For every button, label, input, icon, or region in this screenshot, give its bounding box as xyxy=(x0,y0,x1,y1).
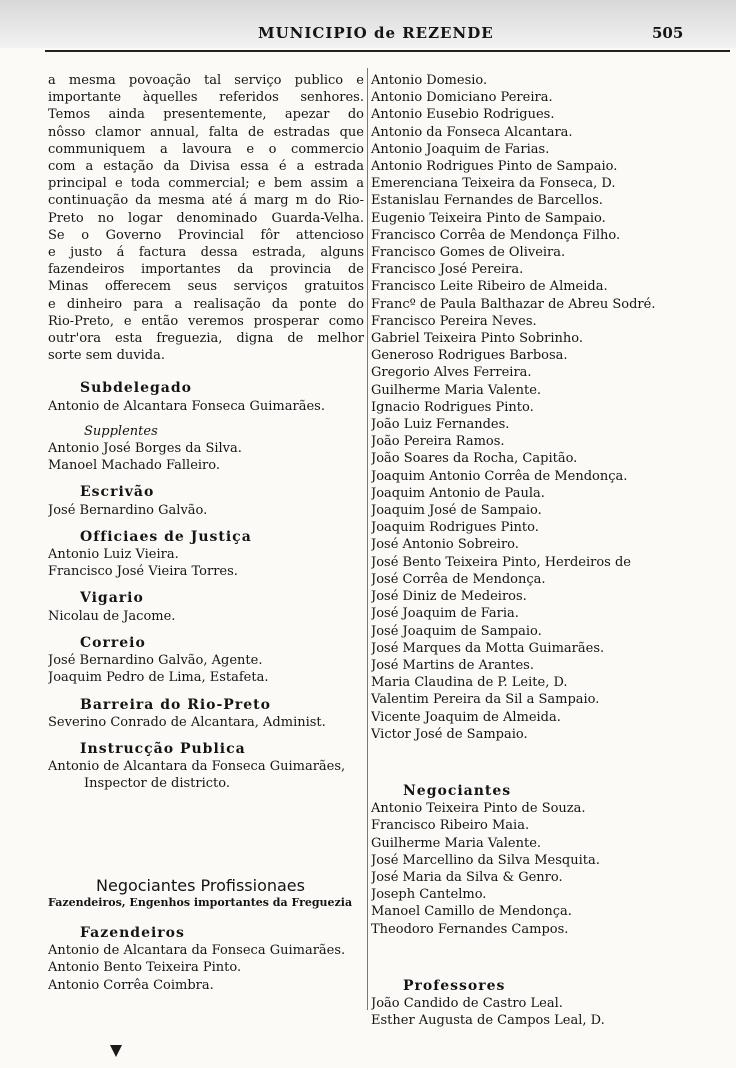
list-item: Antonio Rodrigues Pinto de Sampaio. xyxy=(371,159,618,175)
header-rule xyxy=(45,50,730,52)
list-item: Gregorio Alves Ferreira. xyxy=(371,365,532,381)
left-column xyxy=(48,72,364,994)
heading-correio: Correio xyxy=(80,634,146,651)
paragraph-line: Temos ainda presentemente, apezar do xyxy=(48,107,364,123)
list-item: José Bernardino Galvão. xyxy=(48,502,208,518)
paragraph-line: nôsso clamor annual, falta de estradas que xyxy=(48,124,364,140)
heading-barreira: Barreira do Rio-Preto xyxy=(80,696,271,713)
paragraph-line: e justo á factura dessa estrada, alguns xyxy=(48,245,364,261)
list-item: Francisco José Vieira Torres. xyxy=(48,564,238,580)
right-column xyxy=(371,72,701,1029)
paragraph-line: Se o Governo Provincial fôr attencioso xyxy=(48,227,364,243)
paragraph-line: continuação da mesma até á marg m do Rio- xyxy=(48,193,364,209)
list-item: Manoel Machado Falleiro. xyxy=(48,458,220,474)
heading-subdelegado: Subdelegado xyxy=(80,380,192,397)
heading-instruccao: Instrucção Publica xyxy=(80,740,246,757)
list-item: José Diniz de Medeiros. xyxy=(371,589,527,605)
list-item: Ignacio Rodrigues Pinto. xyxy=(371,399,534,415)
list-item: Francº de Paula Balthazar de Abreu Sodré. xyxy=(371,296,656,312)
list-item: Manoel Camillo de Mendonça. xyxy=(371,904,572,920)
paragraph-line: e dinheiro para a realisação da ponte do xyxy=(48,296,364,312)
list-item: João Pereira Ramos. xyxy=(371,434,505,450)
list-item: João Soares da Rocha, Capitão. xyxy=(371,451,578,467)
heading-professores: Professores xyxy=(403,977,506,994)
heading-vigario: Vigario xyxy=(80,590,144,607)
paragraph-line: principal e toda commercial; e bem assim a xyxy=(48,176,364,192)
list-item: Antonio Corrêa Coimbra. xyxy=(48,977,214,993)
list-item: Joaquim Rodrigues Pinto. xyxy=(371,520,539,536)
heading-negociantes: Negociantes xyxy=(403,782,512,799)
paragraph-line: outr'ora esta freguezia, digna de melhor xyxy=(48,331,364,347)
heading-supplentes: Supplentes xyxy=(84,423,158,439)
list-item: Francisco Leite Ribeiro de Almeida. xyxy=(371,279,608,295)
paragraph-line: a mesma povoação tal serviço publico e xyxy=(48,73,364,88)
list-item: Estanislau Fernandes de Barcellos. xyxy=(371,193,603,209)
list-item: Nicolau de Jacome. xyxy=(48,608,176,624)
list-item: José Marcellino da Silva Mesquita. xyxy=(371,852,600,868)
list-item: Francisco José Pereira. xyxy=(371,262,524,278)
paragraph-line: com a estação da Divisa essa é a estrada xyxy=(48,159,364,175)
list-item: Antonio de Alcantara da Fonseca Guimarães, xyxy=(48,759,346,775)
list-item: Francisco Corrêa de Mendonça Filho. xyxy=(371,227,621,243)
list-item: João Luiz Fernandes. xyxy=(371,417,510,433)
list-item: Valentim Pereira da Sil a Sampaio. xyxy=(371,692,600,708)
list-item: Antonio Joaquim de Farias. xyxy=(371,141,550,157)
list-item: Antonio de Alcantara Fonseca Guimarães. xyxy=(48,398,325,414)
list-item: Francisco Pereira Neves. xyxy=(371,313,537,329)
list-item: José Marques da Motta Guimarães. xyxy=(371,640,605,656)
list-item: Antonio Bento Teixeira Pinto. xyxy=(48,960,242,976)
column-divider xyxy=(367,68,368,1010)
list-item: Francisco Gomes de Oliveira. xyxy=(371,245,566,261)
list-item: José Antonio Sobreiro. xyxy=(371,537,519,553)
list-item: Guilherme Maria Valente. xyxy=(371,835,542,851)
list-item: Eugenio Teixeira Pinto de Sampaio. xyxy=(371,210,606,226)
list-item: Antonio da Fonseca Alcantara. xyxy=(371,124,573,140)
paragraph-line: fazendeiros importantes da provincia de xyxy=(48,262,364,278)
list-item: Maria Claudina de P. Leite, D. xyxy=(371,675,568,691)
heading-officiaes: Officiaes de Justiça xyxy=(80,528,252,545)
running-title: MUNICIPIO de REZENDE xyxy=(258,24,494,42)
intro-paragraph xyxy=(48,72,364,364)
list-item: Francisco Ribeiro Maia. xyxy=(371,818,530,834)
list-item: Joaquim José de Sampaio. xyxy=(371,503,542,519)
list-item: Esther Augusta de Campos Leal, D. xyxy=(371,1013,605,1029)
list-item: Antonio Domiciano Pereira. xyxy=(371,90,553,106)
list-item: José Joaquim de Faria. xyxy=(371,606,519,622)
list-item: José Maria da Silva & Genro. xyxy=(371,869,563,885)
paragraph-line: Preto no logar denominado Guarda-Velha. xyxy=(48,210,364,226)
paragraph-line: Rio-Preto, e então veremos prosperar como xyxy=(48,313,364,329)
list-item: Antonio Luiz Vieira. xyxy=(48,547,179,563)
list-item: João Candido de Castro Leal. xyxy=(371,995,563,1011)
list-item: Inspector de districto. xyxy=(84,776,231,792)
ornament-mark xyxy=(110,1045,122,1057)
list-item: Antonio Teixeira Pinto de Souza. xyxy=(371,801,586,817)
list-item: Antonio José Borges da Silva. xyxy=(48,441,242,457)
list-item: Gabriel Teixeira Pinto Sobrinho. xyxy=(371,331,583,347)
list-item: Guilherme Maria Valente. xyxy=(371,382,542,398)
heading-escrivao: Escrivão xyxy=(80,484,155,501)
list-item: Theodoro Fernandes Campos. xyxy=(371,921,569,937)
heading-negociantes-profissionaes: Negociantes Profissionaes xyxy=(96,875,305,895)
page-number: 505 xyxy=(652,24,684,42)
list-item: Severino Conrado de Alcantara, Administ. xyxy=(48,714,326,730)
list-item: Joaquim Antonio Corrêa de Mendonça. xyxy=(371,468,628,484)
list-item: Emerenciana Teixeira da Fonseca, D. xyxy=(371,176,616,192)
list-item: José Corrêa de Mendonça. xyxy=(371,571,546,587)
list-item: Antonio Eusebio Rodrigues. xyxy=(371,107,555,123)
list-item: Joaquim Antonio de Paula. xyxy=(371,485,545,501)
paragraph-line: communiquem a lavoura e o commercio xyxy=(48,141,364,157)
list-item: Vicente Joaquim de Almeida. xyxy=(371,709,561,725)
list-item: José Martins de Arantes. xyxy=(371,657,534,673)
paragraph-line: sorte sem duvida. xyxy=(48,348,165,364)
list-item: Joseph Cantelmo. xyxy=(371,887,487,903)
list-item: Antonio Domesio. xyxy=(371,73,488,88)
heading-fazendeiros: Fazendeiros xyxy=(80,924,185,941)
list-item: José Bernardino Galvão, Agente. xyxy=(48,653,263,669)
paragraph-line: importante àquelles referidos senhores. xyxy=(48,90,364,106)
page-header xyxy=(0,0,736,48)
list-item: Joaquim Pedro de Lima, Estafeta. xyxy=(48,670,269,686)
list-item: José Joaquim de Sampaio. xyxy=(371,623,542,639)
list-item: José Bento Teixeira Pinto, Herdeiros de xyxy=(371,554,631,570)
subheading-fazendeiros-engenhos: Fazendeiros, Engenhos importantes da Freguezia xyxy=(48,895,353,909)
list-item: Victor José de Sampaio. xyxy=(371,726,528,742)
paragraph-line: Minas offerecem seus serviços gratuitos xyxy=(48,279,364,295)
list-item: Generoso Rodrigues Barbosa. xyxy=(371,348,568,364)
list-item: Antonio de Alcantara da Fonseca Guimarães. xyxy=(48,943,346,959)
